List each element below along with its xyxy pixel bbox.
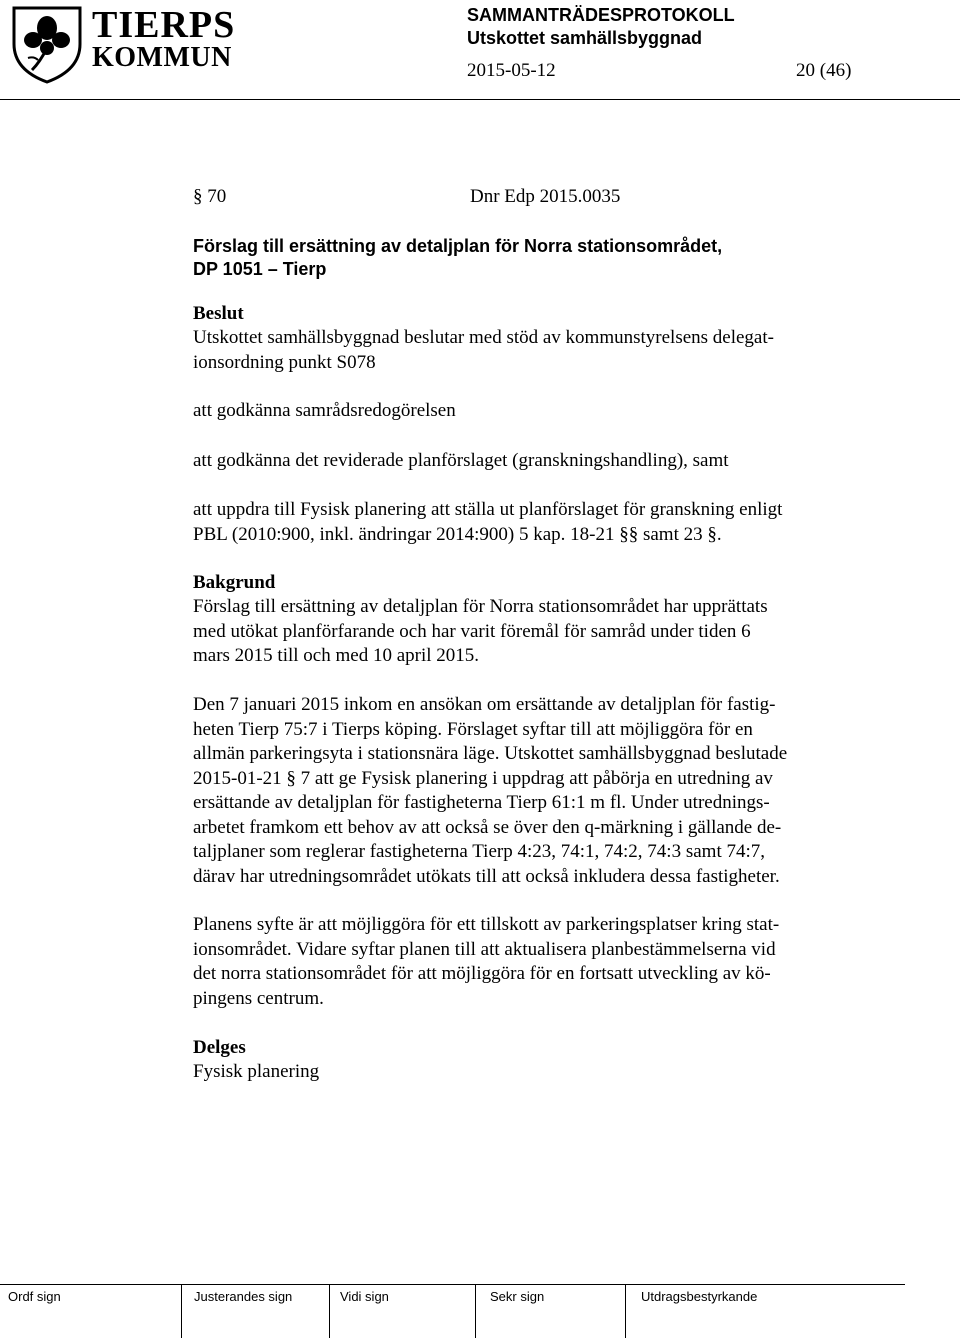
text-line: Planens syfte är att möjliggöra för ett tillskott av parkeringsplatser kring stat-: [193, 914, 780, 935]
text-line: ionsområdet. Vidare syftar planen till att aktualisera planbestämmelserna vid: [193, 938, 776, 960]
item-title-line2: DP 1051 – Tierp: [193, 259, 327, 279]
text-line: allmän parkeringsyta i stationsnära läge. Utskottet samhällsbyggnad beslutade: [193, 743, 788, 764]
document-type: SAMMANTRÄDESPROTOKOLL: [467, 5, 735, 25]
beslut-intro: [193, 326, 873, 375]
text-line: taljplaner som reglerar fastigheterna Tierp 4:23, 74:1, 74:2, 74:3 samt 74:7,: [193, 841, 766, 862]
justerandes-sign-box: [186, 1284, 330, 1338]
sekr-sign-label: Sekr sign: [490, 1289, 545, 1304]
logo-name-line2: KOMMUN: [92, 42, 232, 73]
meeting-date: 2015-05-12: [467, 60, 556, 81]
signature-footer: [0, 1284, 960, 1341]
logo-name-line1: TIERPS: [92, 4, 236, 46]
text-line: därav har utredningsområdet utökats till att också inkludera dessa fastigheter.: [193, 865, 780, 887]
beslut-heading: Beslut: [193, 303, 244, 324]
text-line: arbetet framkom ett behov av att också se över den q-märkning i gällande de-: [193, 816, 782, 838]
text-line: med utökat planförfarande och har varit föremål för samråd under tiden 6: [193, 620, 751, 642]
tierp-crest-icon: [10, 4, 84, 84]
bakgrund-paragraph-1: [193, 595, 873, 669]
text-line: pingens centrum.: [193, 987, 324, 1009]
text-line: det norra stationsområdet för att möjliggöra för en fortsatt utveckling av kö-: [193, 963, 771, 984]
text-line: att uppdra till Fysisk planering att ställa ut planförslaget för granskning enligt: [193, 499, 783, 520]
text-line: Den 7 januari 2015 inkom en ansökan om ersättande av detaljplan för fastig-: [193, 694, 776, 715]
beslut-point-1: att godkänna samrådsredogörelsen: [193, 400, 456, 421]
justerandes-sign-label: Justerandes sign: [194, 1289, 293, 1304]
text-line: 2015-01-21 § 7 att ge Fysisk planering i uppdrag att påbörja en utredning av: [193, 767, 773, 789]
text-line: PBL (2010:900, inkl. ändringar 2014:900) 5 kap. 18-21 §§ samt 23 §.: [193, 523, 722, 545]
beslut-point-3: [193, 498, 873, 547]
beslut-point-2: att godkänna det reviderade planförslaget (granskningshandling), samt: [193, 450, 729, 471]
utdragsbestyrkande-box: [633, 1284, 905, 1338]
text-line: mars 2015 till och med 10 april 2015.: [193, 645, 480, 666]
utdragsbestyrkande-label: Utdragsbestyrkande: [641, 1289, 758, 1304]
document-header: [467, 4, 735, 50]
tierps-kommun-logo: [10, 4, 236, 86]
paragraph-number: § 70: [193, 186, 227, 207]
page-number: 20 (46): [796, 60, 852, 81]
bakgrund-paragraph-2: [193, 693, 873, 889]
header-divider: [0, 99, 960, 100]
text-line: ersättande av detaljplan för fastigheterna Tierp 61:1 m fl. Under utrednings-: [193, 792, 770, 813]
vidi-sign-box: [332, 1284, 476, 1338]
sekr-sign-box: [482, 1284, 626, 1338]
text-line: Utskottet samhällsbyggnad beslutar med stöd av kommunstyrelsens delegat-: [193, 327, 774, 348]
text-line: heten Tierp 75:7 i Tierps köping. Förslaget syftar till att möjliggöra för en: [193, 718, 753, 740]
delges-heading: Delges: [193, 1037, 246, 1058]
bakgrund-paragraph-3: [193, 913, 873, 1011]
text-line: Förslag till ersättning av detaljplan för Norra stationsområdet har upprättats: [193, 596, 768, 617]
vidi-sign-label: Vidi sign: [340, 1289, 389, 1304]
ordf-sign-label: Ordf sign: [8, 1289, 61, 1304]
committee-name: Utskottet samhällsbyggnad: [467, 28, 703, 48]
item-title-line1: Förslag till ersättning av detaljplan för Norra stationsområdet,: [193, 236, 723, 256]
ordf-sign-box: [0, 1284, 182, 1338]
diary-number: Dnr Edp 2015.0035: [470, 186, 621, 207]
text-line: ionsordning punkt S078: [193, 351, 376, 373]
delges-recipient: Fysisk planering: [193, 1061, 320, 1082]
bakgrund-heading: Bakgrund: [193, 572, 276, 593]
